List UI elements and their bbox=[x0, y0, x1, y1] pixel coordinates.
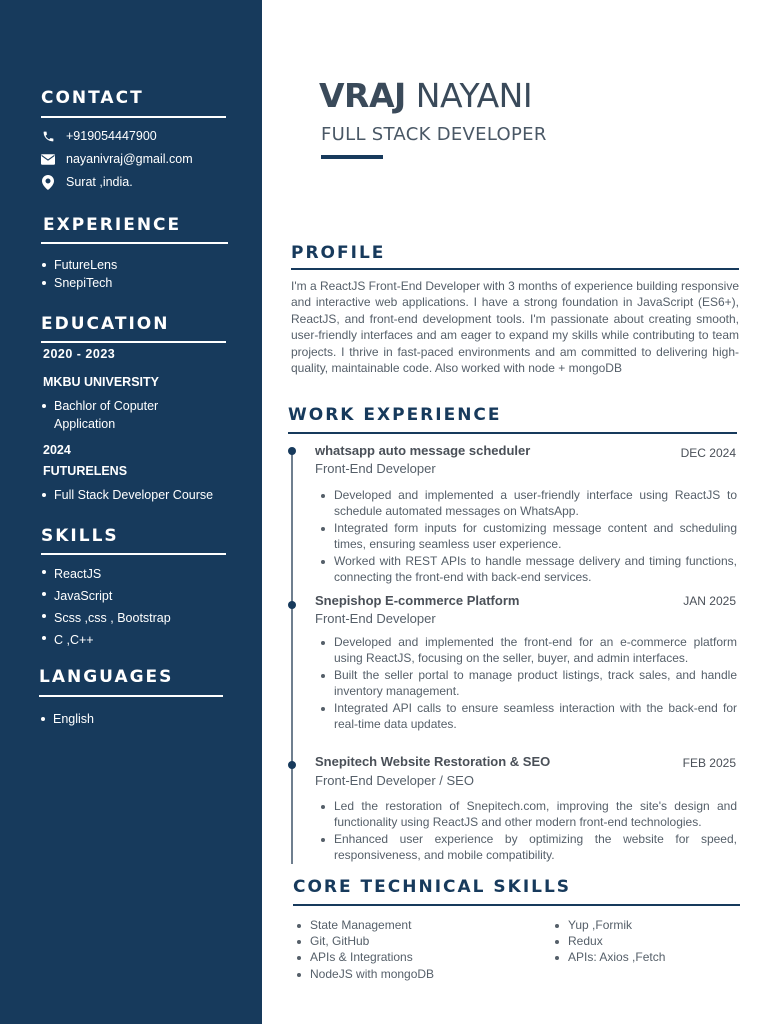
list-item: Redux bbox=[554, 933, 665, 949]
job-role: Front-End Developer bbox=[315, 461, 436, 476]
education-heading: EDUCATION bbox=[41, 314, 170, 334]
core-skills-heading: CORE TECHNICAL SKILLS bbox=[293, 877, 572, 897]
skills-list bbox=[41, 563, 171, 651]
location-text: Surat ,india. bbox=[66, 175, 133, 189]
languages-heading: LANGUAGES bbox=[39, 667, 174, 687]
timeline-dot bbox=[288, 447, 296, 455]
job-title: Snepishop E-commerce Platform bbox=[315, 593, 520, 608]
timeline-line bbox=[291, 449, 293, 864]
education-divider bbox=[41, 341, 226, 343]
envelope-icon bbox=[41, 152, 55, 166]
work-heading: WORK EXPERIENCE bbox=[288, 405, 502, 425]
core-skills-right bbox=[554, 917, 665, 966]
contact-divider bbox=[41, 116, 226, 118]
job-title: whatsapp auto message scheduler bbox=[315, 443, 531, 458]
timeline-dot bbox=[288, 601, 296, 609]
work-divider bbox=[288, 432, 737, 434]
job-title: Snepitech Website Restoration & SEO bbox=[315, 754, 551, 769]
job-bullets bbox=[318, 487, 737, 585]
job-date: FEB 2025 bbox=[682, 756, 736, 770]
phone-number[interactable]: +919054447900 bbox=[66, 129, 157, 143]
list-item: State Management bbox=[296, 917, 434, 933]
profile-heading: PROFILE bbox=[291, 243, 386, 263]
list-item: FutureLens bbox=[41, 256, 117, 274]
languages-divider bbox=[39, 695, 223, 697]
job-title-header: FULL STACK DEVELOPER bbox=[321, 124, 547, 145]
list-item: Integrated API calls to ensure seamless interaction with the back-end for real-time data updates. bbox=[318, 700, 737, 733]
job-role: Front-End Developer bbox=[315, 611, 436, 626]
education-school: MKBU UNIVERSITY bbox=[43, 375, 159, 389]
job-date: JAN 2025 bbox=[683, 594, 736, 608]
list-item: Developed and implemented the front-end for an e-commerce platform using ReactJS, focusing on the seller, buyer, and admin interfaces. bbox=[318, 634, 737, 667]
list-item: Developed and implemented a user-friendly interface using ReactJS to schedule automated messages on WhatsApp. bbox=[318, 487, 737, 520]
experience-side-heading: EXPERIENCE bbox=[43, 215, 182, 235]
education-school: FUTURELENS bbox=[43, 464, 128, 478]
list-item: APIs & Integrations bbox=[296, 949, 434, 965]
core-skills-divider bbox=[293, 904, 740, 906]
experience-side-divider bbox=[41, 242, 228, 244]
experience-side-list bbox=[41, 256, 117, 292]
sidebar bbox=[0, 0, 262, 1024]
list-item: Worked with REST APIs to handle message delivery and timing functions, connecting the front-end with back-end services. bbox=[318, 553, 737, 586]
list-item: Scss ,css , Bootstrap bbox=[41, 607, 171, 629]
map-pin-icon bbox=[41, 175, 55, 189]
list-item: Full Stack Developer Course bbox=[41, 486, 213, 504]
job-bullets bbox=[318, 798, 737, 864]
list-item: Enhanced user experience by optimizing the website for speed, responsiveness, and mobile compatibility. bbox=[318, 831, 737, 864]
timeline-dot bbox=[288, 761, 296, 769]
list-item: Git, GitHub bbox=[296, 933, 434, 949]
first-name: VRAJ bbox=[319, 76, 406, 115]
skills-heading: SKILLS bbox=[41, 526, 119, 546]
education-years: 2020 - 2023 bbox=[43, 347, 116, 361]
list-item: JavaScript bbox=[41, 585, 171, 607]
full-name bbox=[319, 76, 532, 115]
list-item: ReactJS bbox=[41, 563, 171, 585]
email-address[interactable]: nayanivraj@gmail.com bbox=[66, 152, 193, 166]
list-item: Yup ,Formik bbox=[554, 917, 665, 933]
education-list bbox=[41, 486, 213, 504]
job-date: DEC 2024 bbox=[680, 446, 736, 460]
skills-divider bbox=[41, 553, 226, 555]
languages-list bbox=[40, 710, 94, 728]
title-accent-bar bbox=[321, 155, 383, 159]
contact-heading: CONTACT bbox=[41, 88, 144, 108]
phone-icon bbox=[41, 129, 55, 143]
profile-text: I'm a ReactJS Front-End Developer with 3 months of experience building responsive and interactive web applications. I have a strong foundation in JavaScript (ES6+), ReactJS, and front-end development tools. I'm passionate about creating smooth, user-friendly interfaces and am eager to expand my skills while contributing to team projects. I thrive in fast-paced environments and am committed to delivering high-quality, maintainable code. Also worked with node + mongoDB bbox=[291, 279, 739, 376]
last-name: NAYANI bbox=[415, 76, 533, 115]
core-skills-left bbox=[296, 917, 434, 982]
education-list bbox=[41, 397, 201, 433]
job-role: Front-End Developer / SEO bbox=[315, 773, 474, 788]
list-item: Integrated form inputs for customizing message content and scheduling times, ensuring seamless user experience. bbox=[318, 520, 737, 553]
list-item: APIs: Axios ,Fetch bbox=[554, 949, 665, 965]
list-item: Led the restoration of Snepitech.com, improving the site's design and functionality using ReactJS and other modern front-end technologies. bbox=[318, 798, 737, 831]
list-item: Bachlor of Coputer Application bbox=[41, 397, 201, 433]
list-item: C ,C++ bbox=[41, 629, 171, 651]
contact-phone bbox=[41, 129, 157, 143]
job-bullets bbox=[318, 634, 737, 732]
contact-location bbox=[41, 175, 133, 189]
list-item: English bbox=[40, 710, 94, 728]
contact-email bbox=[41, 152, 193, 166]
profile-divider bbox=[291, 268, 739, 270]
list-item: SnepiTech bbox=[41, 274, 117, 292]
education-years: 2024 bbox=[43, 443, 71, 457]
list-item: Built the seller portal to manage product listings, track sales, and handle inventory management. bbox=[318, 667, 737, 700]
list-item: NodeJS with mongoDB bbox=[296, 966, 434, 982]
